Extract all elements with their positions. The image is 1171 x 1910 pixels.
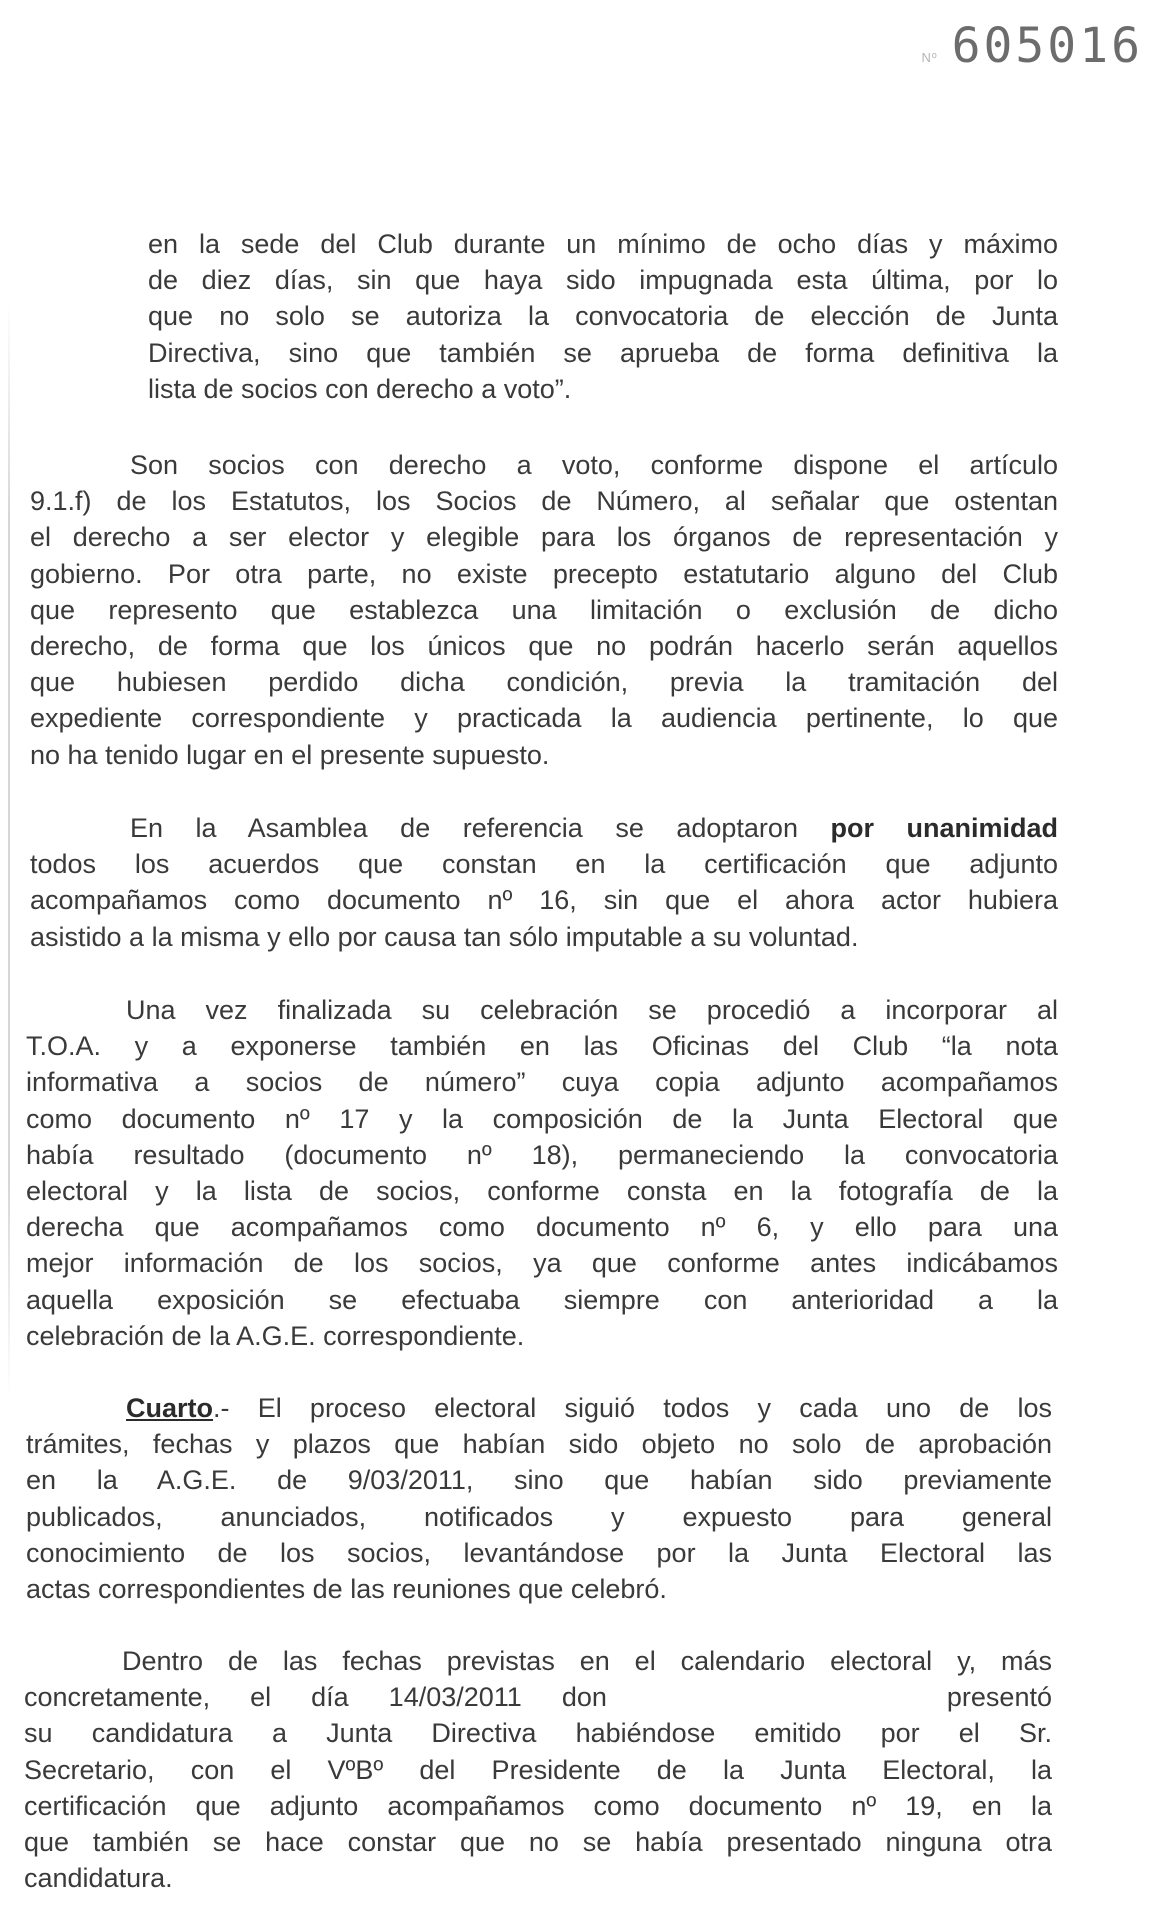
paragraph-text: presentó	[946, 1682, 1052, 1713]
paragraph-line: trámites, fechas y plazos que habían sido objeto no solo de aprobación	[26, 1429, 1052, 1460]
paragraph-line: gobierno. Por otra parte, no existe precepto estatutario alguno del Club	[30, 558, 1058, 589]
paragraph-line: publicados, anunciados, notificados y expuesto para general	[26, 1501, 1052, 1532]
paragraph-line: todos los acuerdos que constan en la certificación que adjunto	[30, 849, 1058, 880]
paragraph-text: En la Asamblea de referencia se adoptaron	[130, 813, 831, 843]
paragraph-6	[24, 1643, 1052, 1896]
paragraph-line: Una vez finalizada su celebración se procedió a incorporar al	[126, 995, 1058, 1025]
paragraph-line: mejor información de los socios, ya que conforme antes indicábamos	[26, 1248, 1058, 1279]
serial-number: 605016	[951, 18, 1143, 74]
paragraph-3	[30, 810, 1058, 955]
paragraph-line	[30, 810, 1058, 846]
paragraph-line: Son socios con derecho a voto, conforme dispone el artículo	[130, 450, 1058, 480]
paragraph-line: había resultado (documento nº 18), permaneciendo la convocatoria	[26, 1139, 1058, 1170]
paragraph-line: que hubiesen perdido dicha condición, previa la tramitación del	[30, 667, 1058, 698]
redacted-name	[647, 1684, 907, 1714]
paragraph-line: Directiva, sino que también se aprueba de forma definitiva la	[148, 337, 1058, 368]
paragraph-line: Secretario, con el VºBº del Presidente de la Junta Electoral, la	[24, 1754, 1052, 1785]
paragraph-line: en la A.G.E. de 9/03/2011, sino que habían sido previamente	[26, 1465, 1052, 1496]
paragraph-line: como documento nº 17 y la composición de la Junta Electoral que	[26, 1103, 1058, 1134]
paragraph-line: acompañamos como documento nº 16, sin que el ahora actor hubiera	[30, 885, 1058, 916]
paragraph-line: que también se hace constar que no se había presentado ninguna otra	[24, 1827, 1052, 1858]
paragraph-1	[148, 226, 1058, 407]
paragraph-line: derecha que acompañamos como documento nº 6, y ello para una	[26, 1212, 1058, 1243]
paragraph-line: el derecho a ser elector y elegible para los órganos de representación y	[30, 522, 1058, 553]
paragraph-line: 9.1.f) de los Estatutos, los Socios de Número, al señalar que ostentan	[30, 486, 1058, 517]
paragraph-4	[26, 992, 1058, 1354]
scan-margin-line	[8, 300, 10, 1400]
paragraph-line: que represento que establezca una limitación o exclusión de dicho	[30, 594, 1058, 625]
paragraph-line: no ha tenido lugar en el presente supuesto.	[30, 739, 550, 770]
paragraph-line: electoral y la lista de socios, conforme consta en la fotografía de la	[26, 1176, 1058, 1207]
serial-prefix: Nº	[921, 50, 938, 65]
paragraph-line: en la sede del Club durante un mínimo de ocho días y máximo	[148, 229, 1058, 259]
paragraph-line: Dentro de las fechas previstas en el calendario electoral y, más	[122, 1646, 1052, 1676]
paragraph-line: asistido a la misma y ello por causa tan sólo imputable a su voluntad.	[30, 921, 859, 952]
paragraph-line: de diez días, sin que haya sido impugnada esta última, por lo	[148, 265, 1058, 296]
paragraph-text: .- El proceso electoral siguió todos y cada uno de los	[213, 1393, 1052, 1423]
paragraph-line: certificación que adjunto acompañamos como documento nº 19, en la	[24, 1790, 1052, 1821]
paragraph-line: informativa a socios de número” cuya copia adjunto acompañamos	[26, 1067, 1058, 1098]
paragraph-line: candidatura.	[24, 1863, 173, 1894]
paragraph-line: celebración de la A.G.E. correspondiente.	[26, 1320, 525, 1351]
paragraph-line	[24, 1679, 1052, 1715]
paragraph-line: aquella exposición se efectuaba siempre con anterioridad a la	[26, 1284, 1058, 1315]
section-heading: Cuarto	[126, 1393, 213, 1423]
paragraph-line: conocimiento de los socios, levantándose por la Junta Electoral las	[26, 1537, 1052, 1568]
paragraph-line: lista de socios con derecho a voto”.	[148, 373, 572, 404]
paragraph-line: T.O.A. y a exponerse también en las Oficinas del Club “la nota	[26, 1031, 1058, 1062]
paragraph-line: derecho, de forma que los únicos que no podrán hacerlo serán aquellos	[30, 631, 1058, 662]
paragraph-text: concretamente, el día 14/03/2011 don	[24, 1682, 607, 1713]
paragraph-2	[30, 447, 1058, 773]
paragraph-line: actas correspondientes de las reuniones que celebró.	[26, 1574, 667, 1605]
paragraph-line: expediente correspondiente y practicada la audiencia pertinente, lo que	[30, 703, 1058, 734]
paragraph-line	[26, 1390, 1052, 1426]
paragraph-line: su candidatura a Junta Directiva habiéndose emitido por el Sr.	[24, 1718, 1052, 1749]
paragraph-line: que no solo se autoriza la convocatoria de elección de Junta	[148, 301, 1058, 332]
serial-number-stamp	[921, 18, 1143, 74]
emphasis-text: por unanimidad	[830, 813, 1059, 843]
paragraph-5	[26, 1390, 1052, 1607]
